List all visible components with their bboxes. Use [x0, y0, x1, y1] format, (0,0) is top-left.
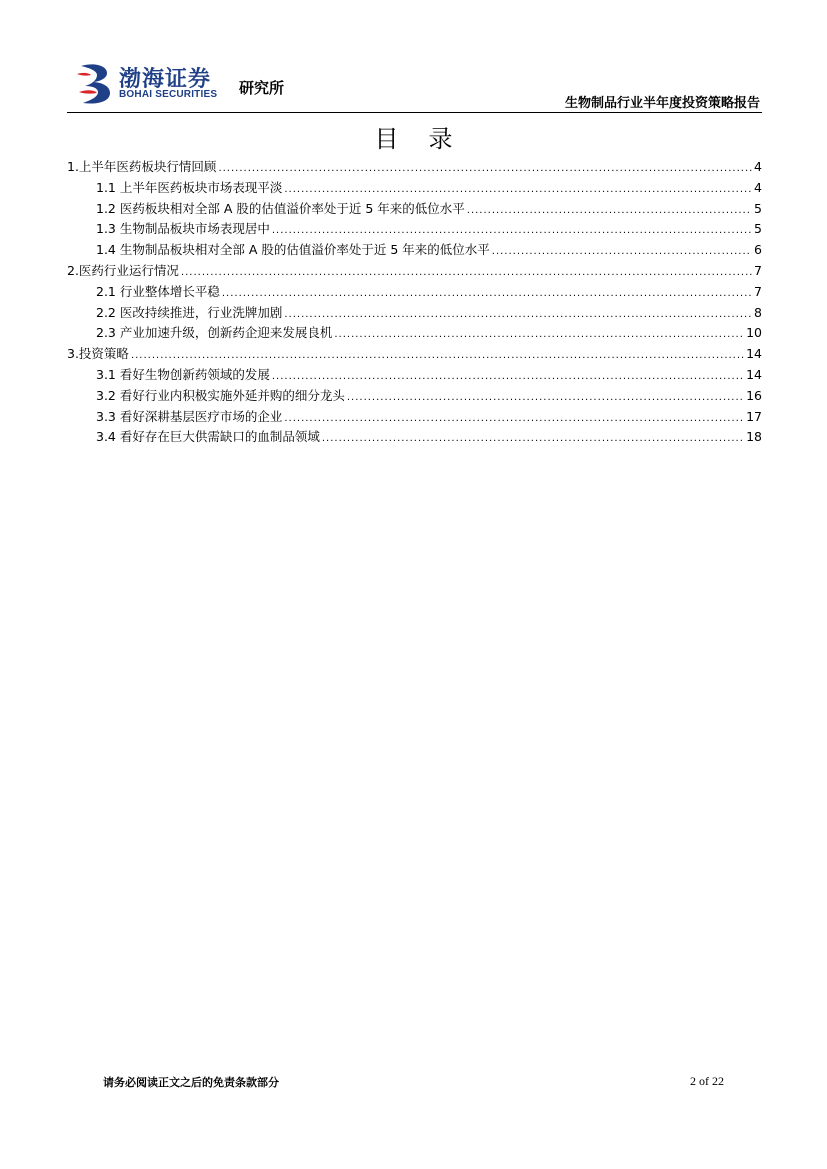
toc-leader-dots — [218, 159, 752, 180]
toc-entry[interactable] — [67, 240, 762, 261]
toc-entry-label[interactable]: 1.1 上半年医药板块市场表现平淡 — [96, 179, 283, 195]
toc-entry-page[interactable]: 14 — [746, 346, 762, 362]
company-logo — [77, 62, 297, 106]
toc-entry-page[interactable]: 6 — [754, 242, 762, 258]
toc-entry-label[interactable]: 3.2 看好行业内积极实施外延并购的细分龙头 — [96, 387, 345, 403]
logo-institute: 研究所 — [239, 79, 285, 97]
toc-entry-page[interactable]: 4 — [754, 159, 762, 174]
toc-entry-label[interactable]: 3.4 看好存在巨大供需缺口的血制品领域 — [96, 429, 320, 445]
toc-entry-page[interactable]: 7 — [754, 262, 762, 278]
toc-entry-page[interactable]: 4 — [754, 179, 762, 195]
toc-entry[interactable] — [67, 282, 762, 303]
toc-entry-label[interactable]: 1.上半年医药板块行情回顾 — [67, 159, 217, 174]
toc-entry-page[interactable]: 17 — [746, 408, 762, 424]
toc-entry[interactable] — [67, 199, 762, 220]
toc-entry-label[interactable]: 1.2 医药板块相对全部 A 股的估值溢价率处于近 5 年来的低位水平 — [96, 200, 465, 216]
toc-entry-page[interactable]: 5 — [754, 200, 762, 216]
toc-entry-label[interactable]: 1.3 生物制品板块市场表现居中 — [96, 221, 270, 237]
toc-entry[interactable] — [67, 261, 762, 282]
page-indicator: 2 of 22 — [690, 1074, 724, 1088]
report-title: 生物制品行业半年度投资策略报告 — [564, 96, 760, 111]
logo-name-en: BOHAI SECURITIES — [119, 89, 218, 100]
toc-leader-dots — [492, 242, 752, 263]
toc-leader-dots — [334, 325, 744, 346]
toc-entry-page[interactable]: 8 — [754, 304, 762, 320]
toc-entry-page[interactable]: 16 — [746, 387, 762, 403]
toc-entry-page[interactable]: 18 — [746, 429, 762, 445]
page-header — [67, 60, 762, 114]
toc-entry-label[interactable]: 3.投资策略 — [67, 346, 129, 362]
table-of-contents — [67, 157, 762, 448]
toc-entry[interactable] — [67, 407, 762, 428]
toc-entry-label[interactable]: 1.4 生物制品板块相对全部 A 股的估值溢价率处于近 5 年来的低位水平 — [96, 242, 490, 258]
header-divider — [67, 112, 762, 113]
toc-entry[interactable] — [67, 323, 762, 344]
page-footer — [0, 1074, 827, 1094]
disclaimer-note: 请务必阅读正文之后的免责条款部分 — [103, 1076, 279, 1089]
toc-leader-dots — [272, 221, 752, 242]
toc-entry-label[interactable]: 2.1 行业整体增长平稳 — [96, 283, 220, 299]
toc-entry-page[interactable]: 7 — [754, 283, 762, 299]
toc-title: 目录 — [374, 125, 483, 153]
toc-entry[interactable] — [67, 386, 762, 407]
toc-leader-dots — [131, 346, 744, 367]
toc-entry-label[interactable]: 2.医药行业运行情况 — [67, 262, 179, 278]
toc-leader-dots — [272, 367, 744, 388]
toc-entry[interactable] — [67, 365, 762, 386]
toc-entry-label[interactable]: 3.1 看好生物创新药领域的发展 — [96, 366, 270, 382]
toc-entry[interactable] — [67, 303, 762, 324]
toc-leader-dots — [322, 429, 744, 450]
toc-entry-page[interactable]: 10 — [746, 325, 762, 341]
toc-leader-dots — [181, 263, 752, 284]
bohai-logo-icon — [77, 62, 113, 106]
toc-entry-page[interactable]: 5 — [754, 221, 762, 237]
logo-name-cn: 渤海证券 — [119, 66, 212, 92]
toc-entry-label[interactable]: 2.3 产业加速升级，创新药企迎来发展良机 — [96, 325, 333, 341]
toc-entry-page[interactable]: 14 — [746, 366, 762, 382]
toc-leader-dots — [284, 305, 752, 326]
toc-leader-dots — [222, 284, 752, 305]
toc-entry[interactable] — [67, 157, 762, 178]
toc-entry-label[interactable]: 2.2 医改持续推进，行业洗牌加剧 — [96, 304, 283, 320]
toc-entry[interactable] — [67, 427, 762, 448]
toc-leader-dots — [284, 180, 752, 201]
toc-leader-dots — [284, 409, 744, 430]
toc-entry[interactable] — [67, 344, 762, 365]
toc-leader-dots — [467, 201, 752, 222]
toc-entry[interactable] — [67, 178, 762, 199]
toc-entry[interactable] — [67, 219, 762, 240]
toc-leader-dots — [347, 388, 744, 409]
toc-entry-label[interactable]: 3.3 看好深耕基层医疗市场的企业 — [96, 408, 283, 424]
